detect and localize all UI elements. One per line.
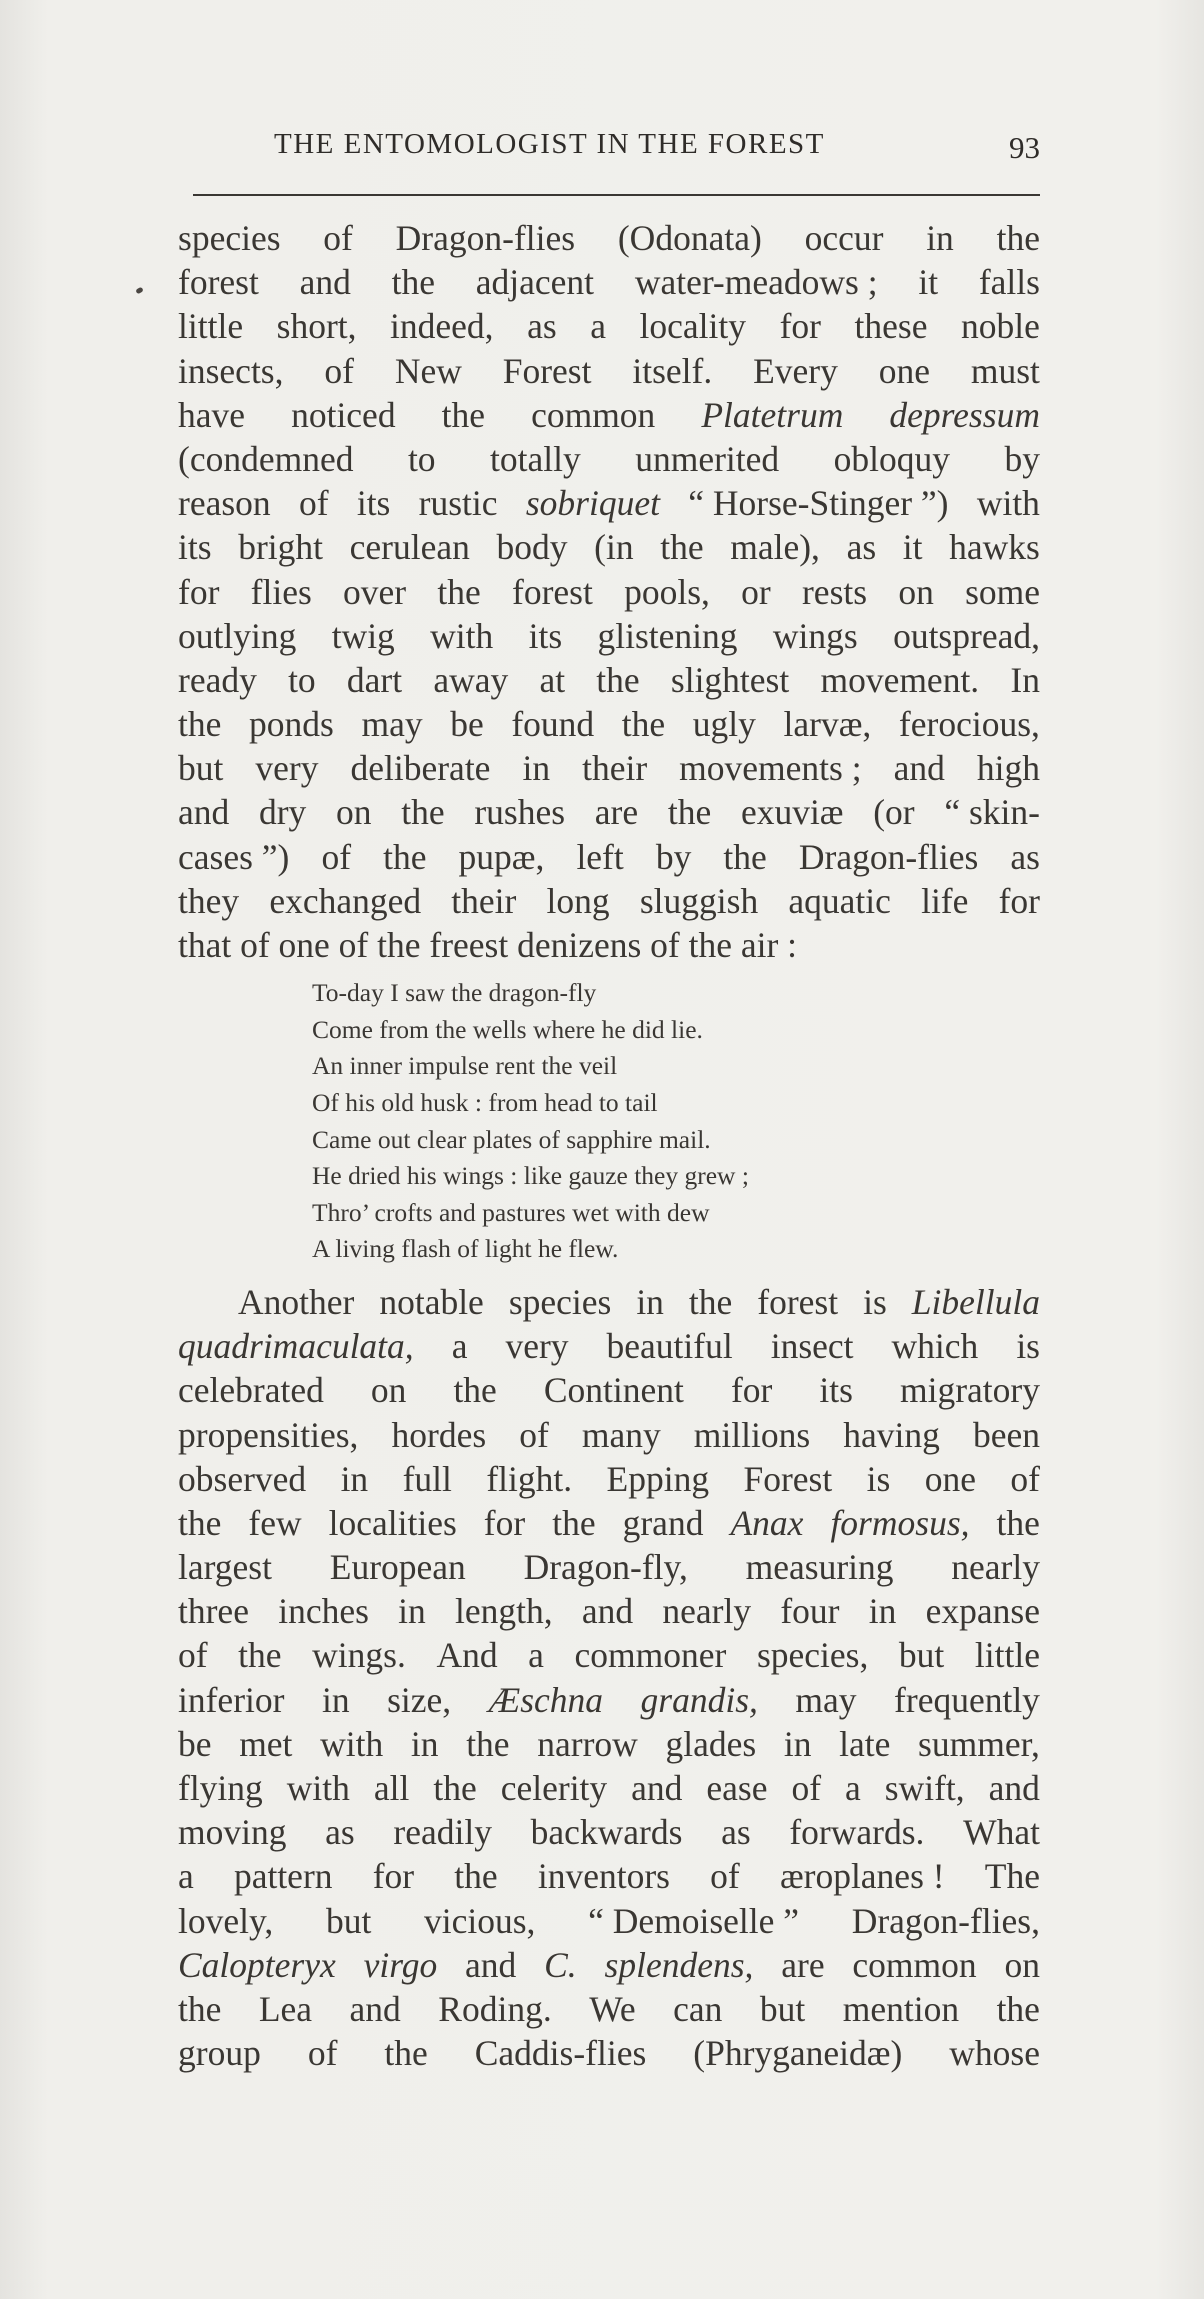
word: can — [673, 1988, 723, 2029]
poem-line: An inner impulse rent the veil — [312, 1051, 618, 1081]
word: having — [843, 1414, 940, 1455]
word: for — [730, 1370, 773, 1411]
word: length, — [455, 1591, 553, 1632]
text-line — [178, 1545, 1040, 1589]
text-line: that of one of the freest denizens of the air : — [178, 925, 798, 965]
word: and — [581, 1591, 634, 1632]
word: or — [741, 571, 771, 612]
word: pupæ, — [458, 836, 545, 877]
word: but — [325, 1900, 372, 1941]
word: the — [383, 836, 427, 877]
word: the — [466, 1723, 510, 1764]
word: of — [323, 218, 353, 258]
word: high — [976, 748, 1040, 789]
word: of — [307, 2033, 338, 2074]
word: In — [1010, 659, 1040, 700]
word: its — [178, 527, 212, 568]
word: migratory — [899, 1370, 1040, 1411]
word: as — [1010, 836, 1040, 877]
word: may — [361, 704, 423, 745]
word: exchanged — [269, 880, 422, 921]
word: the — [453, 1370, 497, 1411]
word: water-meadows ; — [634, 262, 878, 303]
word: pattern — [233, 1856, 333, 1897]
word: insects, — [178, 350, 284, 391]
text-line — [178, 2031, 1040, 2075]
word: readily — [393, 1812, 492, 1853]
text-line: Another notable species in the forest is Libellula — [238, 1281, 1040, 1322]
text-line — [178, 879, 1040, 923]
word: its — [819, 1370, 853, 1411]
word: expanse — [925, 1591, 1040, 1632]
word: of — [710, 1856, 740, 1897]
text-line — [178, 790, 1040, 834]
word: rushes — [474, 792, 566, 833]
word: to — [407, 438, 436, 479]
word: the — [667, 792, 712, 833]
word: a — [845, 1768, 861, 1808]
word: ready — [178, 659, 257, 700]
word: of — [324, 350, 354, 391]
word: late — [839, 1723, 891, 1764]
word: ponds — [249, 704, 334, 745]
word: but — [759, 1988, 806, 2029]
word: left — [576, 836, 624, 877]
word: æroplanes ! — [779, 1856, 945, 1897]
text-line — [178, 1766, 1040, 1810]
word: their — [582, 748, 648, 789]
word: four — [780, 1591, 840, 1632]
text-line — [178, 1987, 1040, 2031]
word: at — [539, 659, 566, 700]
word: little — [974, 1635, 1040, 1676]
word: of — [519, 1414, 549, 1455]
word: the — [391, 262, 436, 303]
poem-line: Came out clear plates of sapphire mail. — [312, 1124, 711, 1154]
word: flying — [178, 1768, 263, 1808]
word: (Phryganeidæ) — [693, 2033, 903, 2074]
text-line — [178, 746, 1040, 790]
word: little — [178, 306, 244, 347]
word: and — [349, 1988, 401, 2029]
text-line — [178, 1633, 1040, 1677]
word: in — [926, 218, 954, 258]
word: species — [178, 218, 281, 258]
word: the — [454, 1856, 498, 1897]
word: commoner — [574, 1635, 727, 1676]
word: New — [394, 350, 462, 391]
word: a — [178, 1856, 194, 1897]
word: European — [329, 1547, 466, 1588]
word: on — [336, 792, 372, 833]
word: all — [373, 1768, 410, 1808]
word: many — [581, 1414, 661, 1455]
word: wings. — [312, 1635, 406, 1676]
word: the — [723, 836, 767, 877]
word: in — [522, 748, 551, 789]
word: the — [384, 2033, 428, 2074]
word: (or — [873, 792, 915, 833]
word: celerity — [500, 1768, 608, 1808]
word: for — [779, 306, 821, 347]
word: hordes — [391, 1414, 487, 1455]
word: one — [924, 1458, 976, 1499]
word: met — [239, 1723, 293, 1764]
word: be — [178, 1723, 212, 1764]
word: totally — [490, 438, 581, 479]
word: the — [433, 1768, 477, 1808]
word: twig — [331, 615, 395, 656]
text-line — [178, 304, 1040, 348]
text-line — [178, 260, 1040, 304]
word: indeed, — [390, 306, 494, 347]
word: (condemned — [178, 438, 354, 479]
word: in — [340, 1458, 369, 1499]
word: by — [1004, 438, 1040, 479]
word: backwards — [530, 1812, 683, 1853]
word: in — [410, 1723, 439, 1764]
word: hawks — [949, 527, 1040, 568]
text-line — [178, 1810, 1040, 1854]
word: and — [988, 1768, 1040, 1808]
word: What — [963, 1812, 1040, 1853]
word: their — [451, 880, 517, 921]
word: cerulean — [349, 527, 470, 568]
poem-line: A living flash of light he flew. — [312, 1234, 619, 1264]
word: propensities, — [178, 1414, 359, 1455]
text-line — [178, 570, 1040, 614]
word: a — [590, 306, 606, 347]
word: “ Demoiselle ” — [588, 1900, 800, 1941]
word: of — [791, 1768, 822, 1808]
word: on — [370, 1370, 407, 1411]
word: Continent — [543, 1370, 684, 1411]
word: exuviæ — [740, 792, 844, 833]
body-text — [178, 216, 1040, 2075]
word: bright — [238, 527, 323, 568]
word: pools, — [624, 571, 710, 612]
word: the — [437, 571, 481, 612]
page-number: 93 — [1009, 130, 1040, 165]
page-header — [190, 128, 1040, 176]
text-line: quadrimaculata, a very beautiful insect which is — [178, 1326, 1040, 1367]
word: for — [178, 571, 220, 612]
word: group — [178, 2033, 261, 2074]
text-line — [178, 1722, 1040, 1766]
text-line: Calopteryx virgo and C. splendens, are common on — [178, 1944, 1040, 1985]
word: the — [996, 1988, 1040, 2029]
word: three — [178, 1591, 249, 1632]
text-line — [178, 1368, 1040, 1412]
word: slightest — [670, 659, 790, 700]
word: whose — [949, 2033, 1040, 2074]
word: Epping — [606, 1458, 710, 1499]
word: mention — [842, 1988, 960, 2029]
word: larvæ, — [783, 704, 872, 745]
word: adjacent — [475, 262, 595, 303]
word: by — [655, 836, 692, 877]
word: in — [868, 1591, 897, 1632]
word: rests — [801, 571, 868, 612]
text-line — [178, 525, 1040, 569]
word: summer, — [918, 1723, 1040, 1764]
word: largest — [178, 1547, 272, 1588]
word: itself. — [632, 350, 713, 391]
word: as — [846, 527, 877, 568]
poem-line: To-day I saw the dragon-fly — [312, 978, 597, 1008]
word: Dragon-flies — [395, 218, 576, 258]
word: glades — [665, 1723, 757, 1764]
word: life — [921, 880, 969, 921]
word: Caddis-flies — [474, 2033, 647, 2074]
word: the — [996, 218, 1040, 258]
text-line: inferior in size, Æschna grandis, may frequently — [178, 1679, 1040, 1720]
text-line — [178, 216, 1040, 260]
poem-line: Thro’ crofts and pastures wet with dew — [312, 1197, 710, 1227]
word: Every — [753, 350, 838, 391]
word: cases ”) — [178, 836, 290, 877]
word: with — [286, 1768, 350, 1808]
word: the — [178, 1988, 222, 2029]
word: male), — [730, 527, 820, 568]
word: the — [178, 704, 222, 745]
word: for — [998, 880, 1040, 921]
word: and — [631, 1768, 683, 1808]
text-line — [178, 1413, 1040, 1457]
word: the — [596, 659, 640, 700]
word: noble — [961, 306, 1040, 347]
word: movements ; — [679, 748, 862, 789]
word: to — [288, 659, 316, 700]
header-rule — [193, 194, 1040, 196]
word: aquatic — [788, 880, 891, 921]
word: species, — [756, 1635, 869, 1676]
word: nearly — [951, 1547, 1040, 1588]
word: The — [984, 1856, 1040, 1897]
word: We — [589, 1988, 636, 2029]
word: flight. — [486, 1458, 573, 1499]
word: forest — [512, 571, 593, 612]
word: inches — [278, 1591, 369, 1632]
word: observed — [178, 1458, 307, 1499]
poem-line: Of his old husk : from head to tail — [312, 1087, 658, 1117]
word: its — [528, 615, 563, 656]
word: in — [398, 1591, 426, 1632]
text-line — [178, 658, 1040, 702]
word: movement. — [820, 659, 980, 700]
word: outspread, — [893, 615, 1040, 656]
word: And — [436, 1635, 498, 1676]
word: must — [970, 350, 1040, 391]
word: in — [783, 1723, 812, 1764]
word: measuring — [745, 1547, 894, 1588]
word: falls — [978, 262, 1040, 303]
word: Lea — [258, 1988, 313, 2029]
text-line — [178, 1899, 1040, 1943]
word: been — [972, 1414, 1040, 1455]
word: locality — [639, 306, 747, 347]
word: dart — [346, 659, 403, 700]
word: on — [898, 571, 934, 612]
word: obloquy — [833, 438, 950, 479]
word: ferocious, — [898, 704, 1040, 745]
text-line — [178, 614, 1040, 658]
word: nearly — [662, 1591, 752, 1632]
word: Roding. — [438, 1988, 552, 2029]
word: and — [893, 748, 945, 789]
word: the — [660, 527, 704, 568]
poem-line: He dried his wings : like gauze they grew ; — [312, 1161, 749, 1191]
word: but — [178, 748, 224, 789]
word: vicious, — [424, 1900, 536, 1941]
text-line — [178, 1589, 1040, 1633]
word: lovely, — [178, 1900, 274, 1941]
word: they — [178, 880, 240, 921]
word: one — [878, 350, 930, 391]
poem-line: Come from the wells where he did lie. — [312, 1014, 703, 1044]
word: over — [343, 571, 407, 612]
word: of — [321, 836, 352, 877]
word: it — [918, 262, 939, 303]
word: it — [902, 527, 923, 568]
word: Forest — [743, 1458, 833, 1499]
word: “ skin- — [944, 792, 1040, 833]
word: forwards. — [789, 1812, 925, 1853]
text-line — [178, 437, 1040, 481]
word: dry — [258, 792, 307, 833]
word: Forest — [502, 350, 592, 391]
word: is — [866, 1458, 891, 1499]
word: flies — [250, 571, 312, 612]
word: some — [965, 571, 1040, 612]
word: ugly — [692, 704, 756, 745]
word: the — [401, 792, 445, 833]
word: sluggish — [639, 880, 759, 921]
word: as — [527, 306, 557, 347]
word: celebrated — [178, 1370, 324, 1411]
word: away — [433, 659, 509, 700]
word: as — [325, 1812, 355, 1853]
word: but — [898, 1635, 945, 1676]
text-line — [178, 702, 1040, 746]
word: of — [178, 1635, 208, 1676]
word: unmerited — [635, 438, 780, 479]
word: the — [238, 1635, 282, 1676]
word: long — [546, 880, 610, 921]
word: occur — [804, 218, 884, 258]
word: these — [854, 306, 928, 347]
word: inventors — [537, 1856, 670, 1897]
poem — [178, 975, 1040, 1268]
word: swift, — [884, 1768, 965, 1808]
word: millions — [693, 1414, 811, 1455]
word: of — [1010, 1458, 1040, 1499]
word: outlying — [178, 615, 297, 656]
word: the — [621, 704, 666, 745]
word: glistening — [597, 615, 738, 656]
word: deliberate — [350, 748, 491, 789]
text-line: have noticed the common Platetrum depressum — [178, 394, 1040, 435]
word: and — [299, 262, 351, 303]
text-line: the few localities for the grand Anax formosus, the — [178, 1502, 1040, 1543]
ink-speck — [135, 287, 144, 295]
word: Dragon-flies — [798, 836, 979, 877]
word: moving — [178, 1812, 287, 1853]
word: with — [430, 615, 494, 656]
word: body — [496, 527, 568, 568]
text-line — [178, 1457, 1040, 1501]
word: and — [178, 792, 230, 833]
word: as — [721, 1812, 751, 1853]
word: (in — [594, 527, 634, 568]
word: full — [402, 1458, 452, 1499]
word: short, — [276, 306, 357, 347]
word: found — [511, 704, 595, 745]
word: very — [255, 748, 319, 789]
text-line — [178, 835, 1040, 879]
word: a — [528, 1635, 544, 1676]
word: wings — [772, 615, 858, 656]
word: are — [594, 792, 639, 833]
word: Dragon-flies, — [851, 1900, 1040, 1941]
word: with — [320, 1723, 384, 1764]
word: ease — [706, 1768, 768, 1808]
word: narrow — [537, 1723, 638, 1764]
word: be — [450, 704, 484, 745]
word: forest — [178, 262, 259, 303]
word: for — [372, 1856, 415, 1897]
text-line: reason of its rustic sobriquet “ Horse-Stinger ”) with — [178, 483, 1040, 524]
running-title: THE ENTOMOLOGIST IN THE FOREST — [274, 128, 825, 160]
text-line — [178, 349, 1040, 393]
text-line — [178, 1854, 1040, 1898]
word: (Odonata) — [617, 218, 762, 258]
word: Dragon-fly, — [523, 1547, 688, 1588]
